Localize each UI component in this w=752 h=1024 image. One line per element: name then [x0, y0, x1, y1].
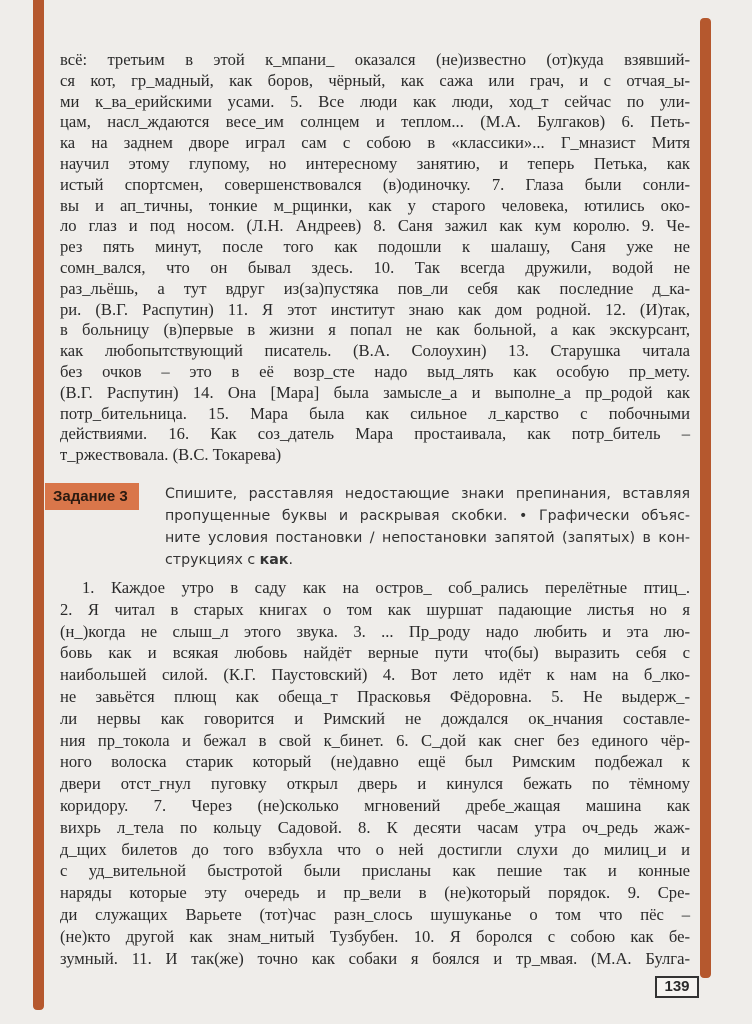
left-margin-bar: [33, 0, 44, 1010]
text-line: коридору. 7. Через (не)сколько мгновений дребе_жащая машина как: [60, 795, 690, 815]
text-line: (не)кто другой как знам_нитый Тузбубен. 10. Я боролся с собою как бе-: [60, 926, 690, 946]
task-line: ните условия постановки / непостановки запятой (запятых) в кон-: [165, 530, 690, 546]
text-line: (н_)когда не слыш_л этого звука. 3. ... Пр_роду надо любить и эта лю-: [60, 621, 690, 641]
text-line: д_щих билетов до того взбухла что о ней достигли слухи до милиц_и и: [60, 839, 690, 859]
task-instructions: [165, 483, 690, 571]
text-line: зумный. 11. И так(же) точно как собаки я боялся и тр_мвая. (М.А. Булга-: [60, 948, 690, 968]
text-line: двери отст_гнул пуговку открыл дверь и кинулся бежать по тёмному: [60, 774, 690, 794]
text-line: сомн_вался, что он бывал здесь. 10. Так всегда дружили, водой не: [60, 257, 690, 277]
task-label: Задание 3: [45, 483, 139, 510]
text-line: ри. (В.Г. Распутин) 11. Я этот институт знаю как дом родной. 12. (И)так,: [60, 299, 690, 319]
task-keyword: как: [259, 552, 289, 568]
text-line: без очков – это в её возр_сте надо выд_лять как особую пр_мету.: [60, 361, 690, 381]
text-line: рез пять минут, после того как подошли к шалашу, Саня уже не: [60, 237, 690, 257]
text-line: ли нервы как говорится и Римский не дождался ок_нчания составле-: [60, 708, 690, 728]
text-line: не завьётся плющ как обеща_т Прасковья Фёдоровна. 5. Не выдерж_-: [60, 686, 690, 706]
text-line: с уд_вительной быстротой были присланы как пешие так и конные: [60, 861, 690, 881]
text-line: цам, насл_ждаются весе_им солнцем и теплом... (М.А. Булгаков) 6. Петь-: [60, 112, 690, 132]
text-line: ния пр_токола и бежал в свой к_бинет. 6. С_дой как снег без единого чёр-: [60, 730, 690, 750]
text-line: ного волоска старик который (не)давно ещё был Римским подбежал к: [60, 752, 690, 772]
text-line: наибольшей силой. (К.Г. Паустовский) 4. Вот лето идёт к нам на б_лко-: [60, 665, 690, 685]
task-line-text: .: [288, 552, 294, 568]
task-line: пропущенные буквы и раскрывая скобки. • Графически объяс-: [165, 508, 690, 524]
text-line: потр_бительница. 15. Мара была как сильное л_карство с побочными: [60, 403, 690, 423]
text-line: 1. Каждое утро в саду как на остров_ соб_рались перелётные птиц_.: [82, 578, 690, 597]
task-line: Спишите, расставляя недостающие знаки препинания, вставляя: [165, 486, 690, 502]
exercise-text-continued: [60, 50, 690, 466]
text-line: (В.Г. Распутин) 14. Она [Мара] была замысле_а и выполне_а пр_родой как: [60, 382, 690, 402]
text-line: ми к_ва_ерийскими усами. 5. Все люди как люди, ход_т сейчас по ули-: [60, 91, 690, 111]
text-line: наряды которые эту очередь и пр_вели в (не)который порядок. 9. Сре-: [60, 883, 690, 903]
exercise-3-text: [60, 577, 690, 969]
text-line: ся кот, гр_мадный, как боров, чёрный, как сажа или грач, и с отчая_ы-: [60, 70, 690, 90]
text-line: 2. Я читал в старых книгах о том как шуршат падающие листья но я: [60, 599, 690, 619]
text-line: раз_льёшь, а тут вдруг из(за)пустяка пов_ли себя как последние д_ка-: [60, 278, 690, 298]
text-line: т_ржествовала. (В.С. Токарева): [60, 445, 282, 465]
right-margin-bar: [700, 18, 711, 978]
text-line: ло глаз и под носом. (Л.Н. Андреев) 8. Саня зажил как кум королю. 9. Че-: [60, 216, 690, 236]
text-line: бовь как и всякая любовь найдёт верные пути что(бы) выразить себя с: [60, 643, 690, 663]
text-line: вы и ап_тичны, тонкие м_рщинки, как у старого человека, ютились око-: [60, 195, 690, 215]
text-line: действиями. 16. Как соз_датель Мара простаивала, как потр_битель –: [60, 424, 690, 444]
text-line: истый спортсмен, совершенствовался (в)одиночку. 7. Глаза были сонли-: [60, 174, 690, 194]
task-line-text: струкциях с: [165, 552, 260, 568]
page-number: 139: [655, 976, 699, 998]
text-line: в больницу (в)первые в жизни я попал не как больной, а как экскурсант,: [60, 320, 690, 340]
text-line: ди служащих Варьете (тот)час разн_слось шушуканье о том что пёс –: [60, 904, 690, 924]
text-line: научил этому глупому, но интересному занятию, и теперь Петька, как: [60, 153, 690, 173]
text-line: вихрь л_тела по кольцу Садовой. 8. К десяти часам утра оч_редь жаж-: [60, 817, 690, 837]
text-line: всё: третьим в этой к_мпани_ оказался (не)известно (от)куда взявший-: [60, 50, 690, 69]
text-line: ка на заднем дворе играл сам с собою в «классики»... Г_мназист Митя: [60, 133, 690, 153]
text-line: как любопытствующий писатель. (В.А. Солоухин) 13. Старушка читала: [60, 341, 690, 361]
task-line: [165, 549, 690, 571]
